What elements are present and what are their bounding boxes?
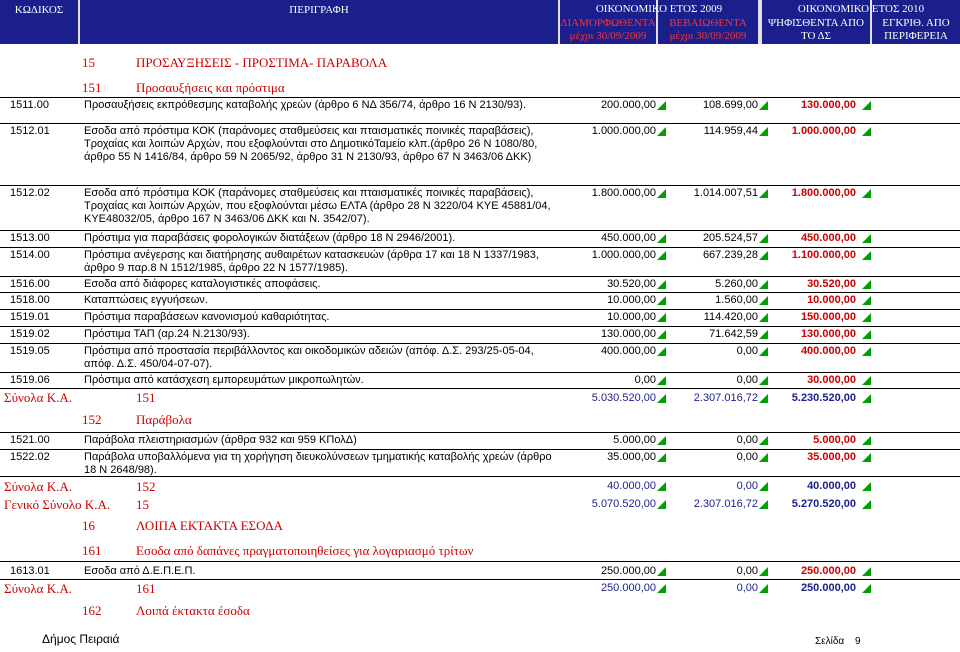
green-corner-mark [862,330,871,339]
green-corner-mark [862,347,871,356]
green-corner-mark [862,500,871,509]
footer-page [815,636,861,647]
sum-label: Σύνολα Κ.Α. [4,581,73,596]
subsection-code: 152 [82,412,102,427]
section-title: ΠΡΟΣΑΥΞΗΣΕΙΣ - ΠΡΟΣΤΙΜΑ- ΠΑΡΑΒΟΛΑ [136,55,388,70]
section-title: ΛΟΙΠΑ ΕΚΤΑΚΤΑ ΕΣΟΔΑ [136,518,283,533]
footer-page-number: 9 [855,636,861,647]
green-corner-mark [862,127,871,136]
header-description: ΠΕΡΙΓΡΑΦΗ [80,0,558,44]
sum-code: 152 [136,479,156,494]
row-separator [0,476,960,477]
sum-label: Σύνολα Κ.Α. [4,390,73,405]
grand-sum-label: Γενικό Σύνολο Κ.Α. [4,497,111,512]
header-year-2010: ΟΙΚΟΝΟΜΙΚΟ ΕΤΟΣ 2010 [797,3,925,15]
green-corner-mark [862,394,871,403]
row-separator [0,561,960,562]
row-separator [0,123,960,124]
sum-code: 151 [136,390,156,405]
header-code: ΚΩΔΙΚΟΣ [0,0,78,44]
green-corner-mark [862,453,871,462]
grand-sum-code: 15 [136,497,149,512]
green-corner-mark [862,376,871,385]
green-corner-mark [862,280,871,289]
header-year-2009: ΟΙΚΟΝΟΜΙΚΟ ΕΤΟΣ 2009 [595,3,723,15]
subsection-title: Λοιπά έκτακτα έσοδα [136,603,250,618]
header-psifisthenta: ΨΗΦΙΣΘΕΝΤΑ ΑΠΟ ΤΟ ΔΣ [762,0,870,44]
sum-code: 161 [136,581,156,596]
subsection-code: 161 [82,543,102,558]
subsection-title: Προσαυξήσεις και πρόστιμα [136,80,285,95]
subsection-title: Παράβολα [136,412,192,427]
green-corner-mark [862,189,871,198]
table-header [0,0,960,44]
row-separator [0,185,960,186]
row-separator [0,247,960,248]
header-diamorfothenta: ΔΙΑΜΟΡΦΩΘΕΝΤΑ μέχρι 30/09/2009 [560,0,656,44]
section-code: 15 [82,55,95,70]
green-corner-mark [862,296,871,305]
subsection-title: Εσοδα από δαπάνες πραγματοποιηθείσες για λογαριασμό τρίτων [136,543,474,558]
green-corner-mark [862,234,871,243]
row-separator [0,309,960,310]
subsection-code: 151 [82,80,102,95]
header-vevaiothenta: ΒΕΒΑΙΩΘΕΝΤΑ μέχρι 30/09/2009 [658,0,758,44]
row-separator [0,326,960,327]
row-separator [0,343,960,344]
row-separator [0,432,960,433]
row-separator [0,449,960,450]
row-separator [0,276,960,277]
subsection-code: 162 [82,603,102,618]
row-separator [0,97,960,98]
green-corner-mark [862,436,871,445]
green-corner-mark [862,482,871,491]
green-corner-mark [862,313,871,322]
sum-label: Σύνολα Κ.Α. [4,479,73,494]
footer-page-label: Σελίδα [815,636,845,647]
row-separator [0,388,960,389]
header-egkrith: ΕΓΚΡΙΘ. ΑΠΟ ΠΕΡΙΦΕΡΕΙΑ [872,0,960,44]
row-separator [0,372,960,373]
footer-municipality: Δήμος Πειραιά [42,632,120,646]
row-separator [0,292,960,293]
row-separator [0,579,960,580]
green-corner-mark [862,567,871,576]
row-separator [0,230,960,231]
green-corner-mark [862,584,871,593]
green-corner-mark [862,251,871,260]
section-code: 16 [82,518,95,533]
green-corner-mark [862,101,871,110]
